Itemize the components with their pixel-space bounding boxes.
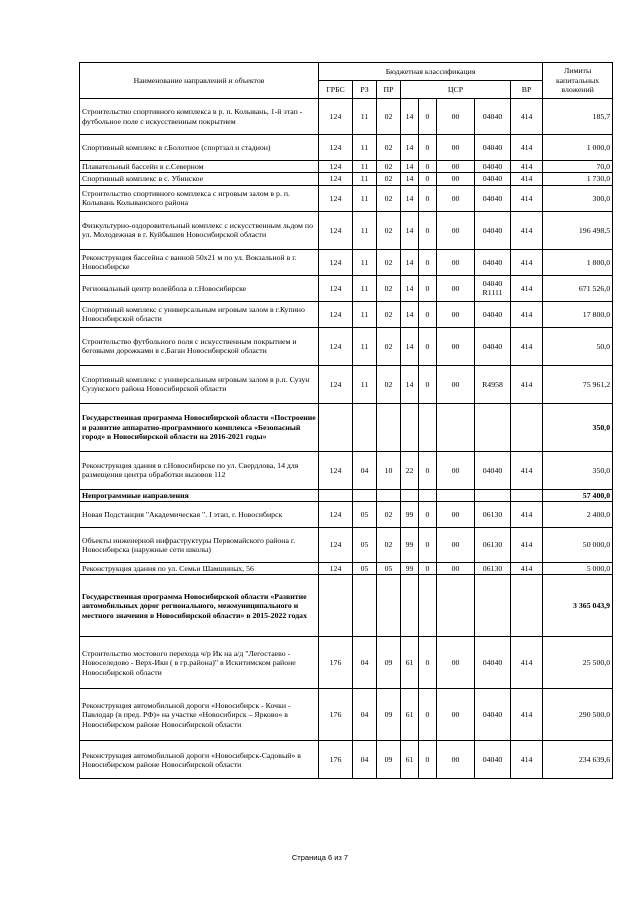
cell-grbs: 176 [319,741,353,779]
cell-pr: 02 [377,211,401,249]
cell-amount: 75 961,2 [543,365,613,403]
header-limits: Лимиты капитальных вложений [543,63,613,99]
cell-vr: 414 [511,563,543,575]
cell-csr-3: 00 [437,161,475,173]
cell-csr-4: 04040 [475,173,511,185]
cell-csr-2: 0 [419,275,437,301]
header-pr: ПР [377,81,401,99]
cell-csr-3: 00 [437,528,475,563]
cell-rz: 11 [353,365,377,403]
cell-csr-1 [401,403,419,451]
cell-amount: 25 500,0 [543,637,613,689]
table-row [80,403,613,451]
table-row [80,689,613,741]
cell-csr-4: 04040 [475,185,511,211]
cell-name: Физкультурно-оздоровительный комплекс с искусственным льдом по ул. Молодежная в г. Куйбышев Новосибирской области [80,211,319,249]
cell-csr-3: 00 [437,741,475,779]
cell-csr-4 [475,403,511,451]
cell-grbs: 124 [319,249,353,275]
cell-grbs: 124 [319,365,353,403]
cell-grbs: 124 [319,173,353,185]
cell-csr-4: 04040 [475,451,511,489]
cell-name: Непрограммные направления [80,489,319,501]
cell-pr: 02 [377,249,401,275]
cell-csr-4: 04040 [475,249,511,275]
cell-vr: 414 [511,185,543,211]
table-row [80,135,613,161]
cell-csr-1: 22 [401,451,419,489]
table-row [80,161,613,173]
cell-vr: 414 [511,327,543,365]
cell-name: Государственная программа Новосибирской области «Развитие автомобильных дорог регионального, межмуниципального и местного значения в Новосибирской области» в 2015-2022 годах [80,575,319,637]
table-row [80,211,613,249]
cell-pr: 09 [377,689,401,741]
cell-rz: 04 [353,637,377,689]
cell-vr: 414 [511,741,543,779]
cell-pr: 02 [377,301,401,327]
cell-pr: 02 [377,528,401,563]
cell-csr-3: 00 [437,365,475,403]
cell-name: Строительство мостового перехода ч/р Ик на а/д "Легостаево - Новоселедово - Верх-Ики ( в гр.района)" в Искитимском районе Новосибирской области [80,637,319,689]
cell-grbs: 124 [319,301,353,327]
cell-grbs: 176 [319,689,353,741]
cell-csr-1: 14 [401,135,419,161]
page-footer: Страница 6 из 7 [291,853,349,862]
table-row [80,99,613,135]
cell-csr-2: 0 [419,211,437,249]
cell-amount: 57 400,0 [543,489,613,501]
cell-name: Строительство спортивного комплекса с игровым залом в р. п. Колывань Колыванского района [80,185,319,211]
cell-csr-2: 0 [419,249,437,275]
cell-rz: 11 [353,135,377,161]
cell-csr-2 [419,575,437,637]
cell-csr-1: 14 [401,173,419,185]
cell-csr-4: 04040 [475,161,511,173]
cell-csr-3: 00 [437,451,475,489]
cell-csr-3: 00 [437,135,475,161]
cell-name: Реконструкция здания в г.Новосибирске по ул. Свердлова, 14 для размещения центра обработки вызовов 112 [80,451,319,489]
cell-vr: 414 [511,135,543,161]
header-name: Наименование направлений и объектов [80,63,319,99]
cell-csr-1: 14 [401,161,419,173]
cell-pr: 05 [377,563,401,575]
cell-csr-4: 06130 [475,528,511,563]
cell-grbs: 124 [319,502,353,528]
header-csr: ЦСР [401,81,511,99]
cell-csr-3: 00 [437,327,475,365]
header-vr: ВР [511,81,543,99]
cell-csr-4: 04040 [475,689,511,741]
table-row [80,502,613,528]
cell-rz: 05 [353,502,377,528]
cell-csr-2: 0 [419,528,437,563]
table-body [80,99,613,779]
cell-csr-3: 00 [437,185,475,211]
cell-rz: 05 [353,563,377,575]
cell-csr-4: 04040 [475,211,511,249]
cell-grbs: 124 [319,327,353,365]
cell-amount: 5 000,0 [543,563,613,575]
cell-name: Реконструкция бассейна с ванной 50x21 м по ул. Вокзальной в г. Новосибирске [80,249,319,275]
cell-csr-2 [419,403,437,451]
cell-csr-1: 61 [401,689,419,741]
cell-csr-1: 14 [401,99,419,135]
cell-pr: 02 [377,275,401,301]
cell-amount: 350,0 [543,451,613,489]
cell-csr-4: 04040 [475,99,511,135]
cell-pr: 02 [377,99,401,135]
cell-csr-2: 0 [419,99,437,135]
cell-csr-2 [419,489,437,501]
cell-csr-3: 00 [437,502,475,528]
cell-grbs: 124 [319,185,353,211]
cell-vr: 414 [511,211,543,249]
cell-vr: 414 [511,689,543,741]
cell-vr: 414 [511,99,543,135]
cell-pr: 02 [377,135,401,161]
cell-name: Реконструкция автомобильной дороги «Новосибирск-Садовый» в Новосибирском районе Новосибирской области [80,741,319,779]
cell-csr-4 [475,489,511,501]
cell-csr-4: 04040 [475,637,511,689]
cell-name: Государственная программа Новосибирской области «Построение и развитие аппаратно-программного комплекса «Безопасный город» в Новосибирской области на 2016-2021 годы» [80,403,319,451]
header-rz: РЗ [353,81,377,99]
cell-csr-3: 00 [437,249,475,275]
cell-grbs: 176 [319,637,353,689]
cell-vr: 414 [511,528,543,563]
cell-amount: 1 730,0 [543,173,613,185]
cell-csr-3: 00 [437,563,475,575]
cell-csr-2: 0 [419,185,437,211]
cell-rz: 11 [353,327,377,365]
cell-csr-1: 99 [401,502,419,528]
cell-csr-4: 04040 [475,301,511,327]
cell-name: Спортивный комплекс в с. Убинское [80,173,319,185]
table-row [80,563,613,575]
cell-rz [353,575,377,637]
table-row [80,173,613,185]
cell-name: Реконструкция автомобильной дороги «Новосибирск - Кочки - Павлодар (в пред. РФ)» на участке «Новосибирск – Ярково» в Новосибирском районе Новосибирской области [80,689,319,741]
table-row [80,301,613,327]
cell-pr: 09 [377,637,401,689]
cell-grbs: 124 [319,528,353,563]
cell-csr-3: 00 [437,173,475,185]
cell-csr-4: 06130 [475,502,511,528]
cell-grbs: 124 [319,275,353,301]
cell-vr: 414 [511,173,543,185]
cell-name: Реконструкция здания по ул. Семьи Шамшиных, 56 [80,563,319,575]
cell-csr-4: 04040 [475,135,511,161]
cell-csr-4: 04040 [475,741,511,779]
cell-csr-1: 14 [401,185,419,211]
cell-name: Спортивный комплекс с универсальным игровым залом в г.Купино Новосибирской области [80,301,319,327]
cell-rz: 11 [353,301,377,327]
cell-csr-3: 00 [437,99,475,135]
cell-name: Строительство футбольного поля с искусственным покрытием и беговыми дорожками в с.Баган Новосибирской области [80,327,319,365]
table-row [80,249,613,275]
cell-grbs [319,489,353,501]
cell-name: Плавательный бассейн в с.Северном [80,161,319,173]
cell-pr: 02 [377,185,401,211]
cell-vr [511,489,543,501]
cell-name: Спортивный комплекс с универсальным игровым залом в р.п. Сузун Сузунского района Новосибирской области [80,365,319,403]
cell-csr-2: 0 [419,327,437,365]
cell-amount: 1 000,0 [543,135,613,161]
cell-rz [353,489,377,501]
table-row [80,741,613,779]
cell-csr-1 [401,489,419,501]
cell-csr-1: 99 [401,563,419,575]
cell-vr: 414 [511,365,543,403]
cell-csr-4: 04040 [475,327,511,365]
cell-amount: 290 500,0 [543,689,613,741]
budget-table [79,62,613,779]
cell-amount: 185,7 [543,99,613,135]
cell-grbs: 124 [319,161,353,173]
cell-amount: 234 639,6 [543,741,613,779]
cell-pr: 02 [377,365,401,403]
cell-vr [511,403,543,451]
cell-rz: 11 [353,249,377,275]
cell-csr-2: 0 [419,689,437,741]
cell-csr-1 [401,575,419,637]
cell-rz: 04 [353,451,377,489]
cell-name: Региональный центр волейбола в г.Новосибирске [80,275,319,301]
cell-amount: 17 800,0 [543,301,613,327]
cell-csr-3: 00 [437,637,475,689]
cell-grbs: 124 [319,451,353,489]
cell-csr-2: 0 [419,365,437,403]
cell-grbs: 124 [319,99,353,135]
cell-name: Новая Подстанция "Академическая ". I этап, г. Новосибирск [80,502,319,528]
cell-name: Объекты инженерной инфраструктуры Первомайского района г. Новосибирска (наружные сети школы) [80,528,319,563]
header-grbs: ГРБС [319,81,353,99]
cell-pr: 02 [377,502,401,528]
cell-csr-3 [437,403,475,451]
cell-csr-1: 14 [401,275,419,301]
cell-csr-1: 14 [401,327,419,365]
cell-rz: 11 [353,211,377,249]
cell-amount: 350,0 [543,403,613,451]
table-row [80,489,613,501]
cell-csr-2: 0 [419,173,437,185]
cell-csr-2: 0 [419,135,437,161]
cell-csr-2: 0 [419,161,437,173]
cell-csr-2: 0 [419,637,437,689]
header-budget-classification: Бюджетная классификация [319,63,543,81]
cell-csr-4: 04040 R1111 [475,275,511,301]
cell-rz: 04 [353,689,377,741]
table-row [80,275,613,301]
cell-csr-2: 0 [419,563,437,575]
cell-csr-2: 0 [419,502,437,528]
cell-vr: 414 [511,275,543,301]
cell-csr-4: R4958 [475,365,511,403]
cell-csr-1: 99 [401,528,419,563]
cell-amount: 1 800,0 [543,249,613,275]
table-row [80,637,613,689]
table-row [80,365,613,403]
cell-csr-2: 0 [419,451,437,489]
cell-pr [377,575,401,637]
cell-csr-3: 00 [437,275,475,301]
cell-rz [353,403,377,451]
cell-vr: 414 [511,502,543,528]
cell-amount: 70,0 [543,161,613,173]
cell-csr-4 [475,575,511,637]
cell-rz: 11 [353,173,377,185]
cell-vr: 414 [511,301,543,327]
cell-amount: 50 000,0 [543,528,613,563]
cell-amount: 671 526,0 [543,275,613,301]
cell-vr: 414 [511,637,543,689]
cell-vr: 414 [511,161,543,173]
cell-csr-1: 14 [401,249,419,275]
cell-pr [377,403,401,451]
cell-rz: 04 [353,741,377,779]
cell-csr-1: 14 [401,365,419,403]
cell-csr-4: 06130 [475,563,511,575]
cell-csr-3: 00 [437,211,475,249]
cell-grbs: 124 [319,135,353,161]
table-row [80,575,613,637]
cell-amount: 2 400,0 [543,502,613,528]
cell-pr: 02 [377,173,401,185]
cell-amount: 300,0 [543,185,613,211]
cell-grbs: 124 [319,563,353,575]
cell-vr [511,575,543,637]
table-row [80,185,613,211]
cell-pr: 10 [377,451,401,489]
cell-pr [377,489,401,501]
table-row [80,451,613,489]
cell-name: Спортивный комплекс в г.Болотное (спортзал и стадион) [80,135,319,161]
cell-grbs: 124 [319,211,353,249]
cell-vr: 414 [511,249,543,275]
cell-name: Строительство спортивного комплекса в р. п. Колывань, 1-й этап - футбольное поле с искусственным покрытием [80,99,319,135]
cell-rz: 05 [353,528,377,563]
cell-rz: 11 [353,99,377,135]
cell-csr-3: 00 [437,301,475,327]
cell-csr-2: 0 [419,741,437,779]
cell-amount: 196 498,5 [543,211,613,249]
cell-amount: 50,0 [543,327,613,365]
cell-pr: 09 [377,741,401,779]
cell-csr-2: 0 [419,301,437,327]
cell-rz: 11 [353,161,377,173]
table-row [80,327,613,365]
cell-rz: 11 [353,185,377,211]
table-row [80,528,613,563]
cell-csr-3 [437,489,475,501]
cell-amount: 3 365 043,9 [543,575,613,637]
cell-grbs [319,575,353,637]
cell-rz: 11 [353,275,377,301]
cell-pr: 02 [377,327,401,365]
cell-grbs [319,403,353,451]
cell-vr: 414 [511,451,543,489]
cell-csr-3 [437,575,475,637]
cell-csr-1: 14 [401,211,419,249]
cell-csr-1: 14 [401,301,419,327]
cell-csr-1: 61 [401,637,419,689]
cell-csr-3: 00 [437,689,475,741]
cell-pr: 02 [377,161,401,173]
cell-csr-1: 61 [401,741,419,779]
